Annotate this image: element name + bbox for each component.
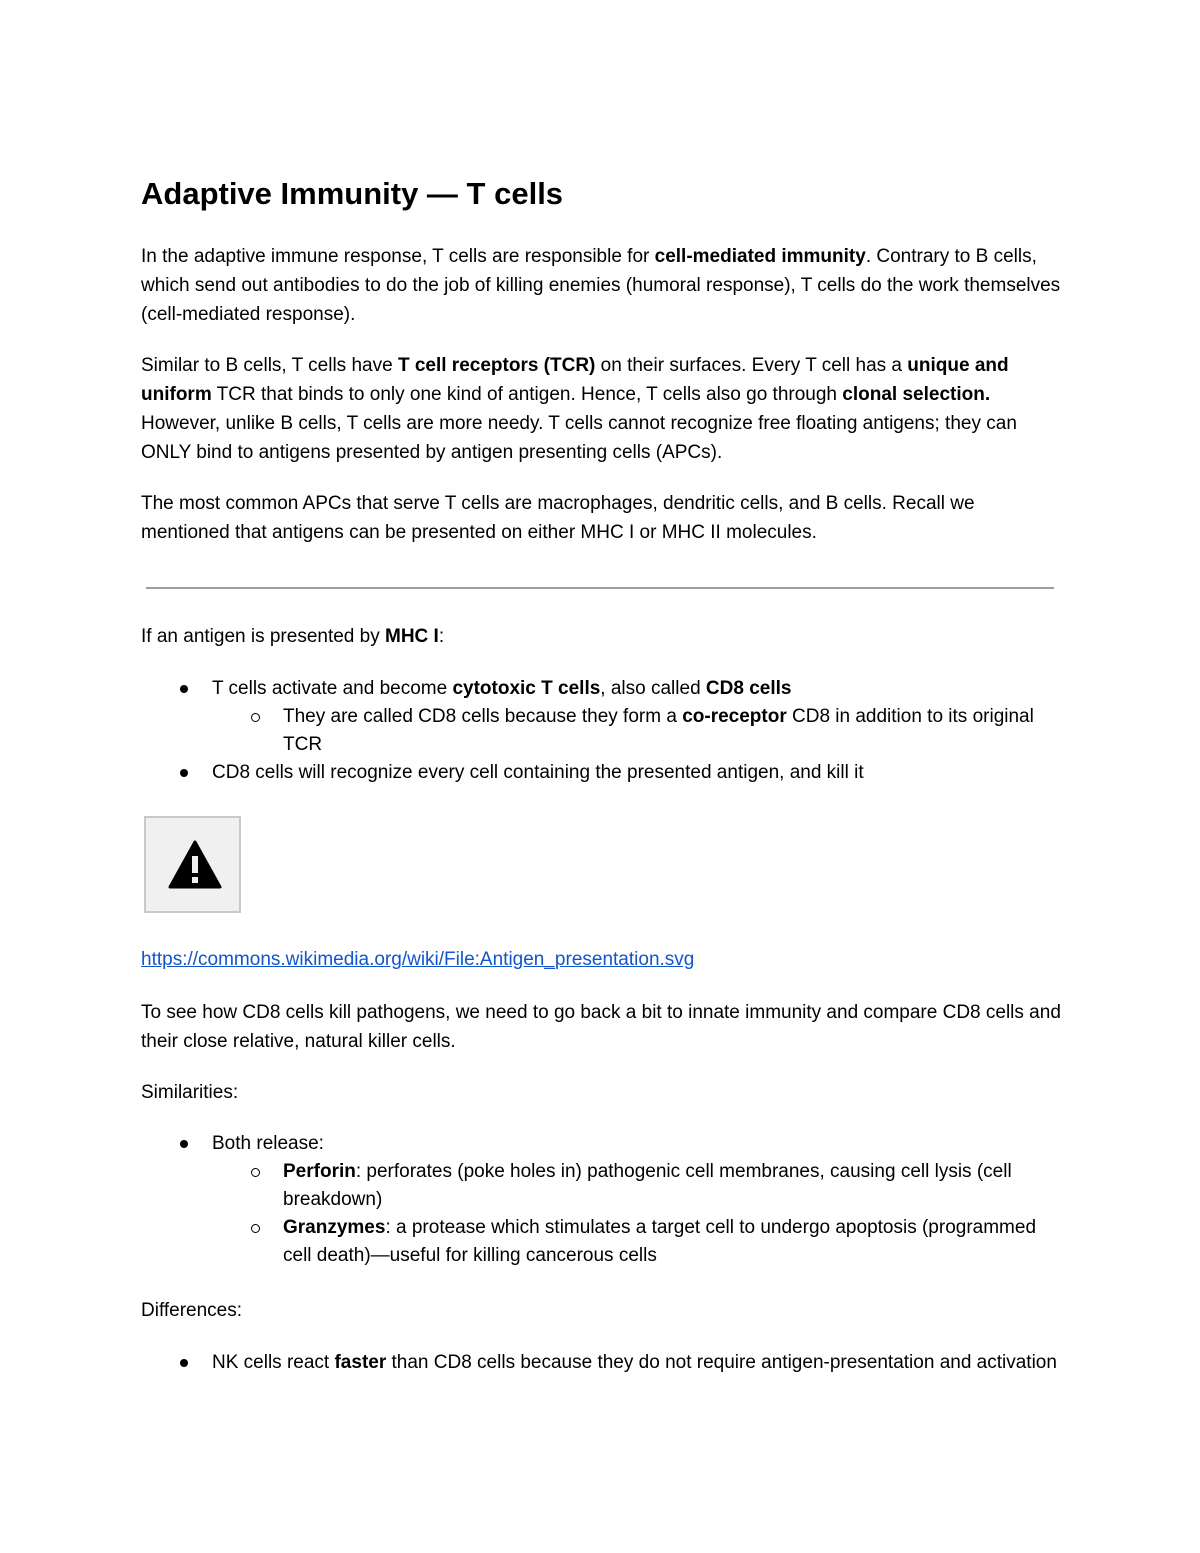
text: Similar to B cells, T cells have — [141, 355, 398, 376]
wikimedia-link[interactable]: https://commons.wikimedia.org/wiki/File:Antigen_presentation.svg — [141, 949, 695, 970]
bullet-icon — [180, 769, 188, 777]
bullet-icon — [180, 685, 188, 693]
bullet-icon — [180, 1359, 188, 1367]
text: CD8 in addition to its original TCR — [283, 706, 1034, 755]
text: : — [438, 626, 445, 647]
bold-term: clonal selection. — [842, 384, 991, 405]
list-item — [141, 1214, 1061, 1270]
list-item — [141, 1130, 1061, 1158]
similarities-label: Similarities: — [141, 1082, 239, 1103]
text: Both release: — [212, 1133, 324, 1154]
hollow-bullet-icon — [251, 1224, 260, 1233]
bullet-icon — [180, 1140, 188, 1148]
mhc1-paragraph — [141, 622, 1061, 651]
bold-term: Perforin — [283, 1161, 356, 1182]
bold-term: cytotoxic T cells — [452, 678, 601, 699]
text: They are called CD8 cells because they form a — [283, 706, 683, 727]
list-item — [141, 703, 1061, 759]
warning-icon — [168, 840, 222, 890]
horizontal-divider — [146, 587, 1054, 589]
bold-term: Granzymes — [283, 1217, 386, 1238]
text: T cells activate and become — [212, 678, 453, 699]
list-item — [141, 1158, 1061, 1214]
list-item — [141, 1349, 1061, 1377]
similarities-list — [141, 1130, 1061, 1270]
bold-term: faster — [334, 1352, 387, 1373]
cd8-paragraph: To see how CD8 cells kill pathogens, we need to go back a bit to innate immunity and compare CD8 cells and their close relative, natural killer cells. — [141, 1002, 1061, 1052]
hollow-bullet-icon — [251, 1168, 260, 1177]
list-item — [141, 675, 1061, 703]
tcr-paragraph — [141, 351, 1061, 467]
bold-term: CD8 cells — [705, 678, 792, 699]
text: . Contrary to B cells, which send out antibodies to do the job of killing enemies (humoral response), T cells do the work themselves (cell-mediated response). — [141, 246, 1061, 325]
bold-term: MHC I — [385, 626, 439, 647]
broken-image-placeholder — [144, 816, 241, 913]
intro-paragraph — [141, 242, 1061, 329]
text: If an antigen is presented by — [141, 626, 385, 647]
text: In the adaptive immune response, T cells are responsible for — [141, 246, 655, 267]
page-title: Adaptive Immunity — T cells — [141, 176, 564, 211]
text: than CD8 cells because they do not require antigen-presentation and activation — [386, 1352, 1057, 1373]
bold-term: T cell receptors (TCR) — [397, 355, 596, 376]
mhc1-list — [141, 675, 1061, 787]
text: CD8 cells will recognize every cell containing the presented antigen, and kill it — [212, 762, 864, 783]
hollow-bullet-icon — [251, 713, 260, 722]
text: on their surfaces. Every T cell has a — [595, 355, 908, 376]
text: TCR that binds to only one kind of antigen. Hence, T cells also go through — [211, 384, 843, 405]
text: , also called — [600, 678, 706, 699]
text: However, unlike B cells, T cells are more needy. T cells cannot recognize free floating antigens; they can ONLY bind to antigens presented by antigen presenting cells (APCs). — [141, 413, 1017, 463]
text: : perforates (poke holes in) pathogenic cell membranes, causing cell lysis (cell breakdown) — [283, 1161, 1012, 1210]
text: : a protease which stimulates a target cell to undergo apoptosis (programmed cell death)—useful for killing cancerous cells — [283, 1217, 1037, 1266]
bold-term: cell-mediated immunity — [654, 246, 866, 267]
bold-term: unique and uniform — [141, 355, 1009, 405]
list-item — [141, 759, 1061, 787]
bold-term: co-receptor — [682, 706, 787, 727]
text: NK cells react — [212, 1352, 335, 1373]
differences-label: Differences: — [141, 1300, 243, 1321]
differences-list — [141, 1349, 1061, 1377]
apc-paragraph: The most common APCs that serve T cells are macrophages, dendritic cells, and B cells. Recall we mentioned that antigens can be presented on either MHC I or MHC II molecules. — [141, 493, 975, 543]
link-line — [141, 945, 1061, 974]
